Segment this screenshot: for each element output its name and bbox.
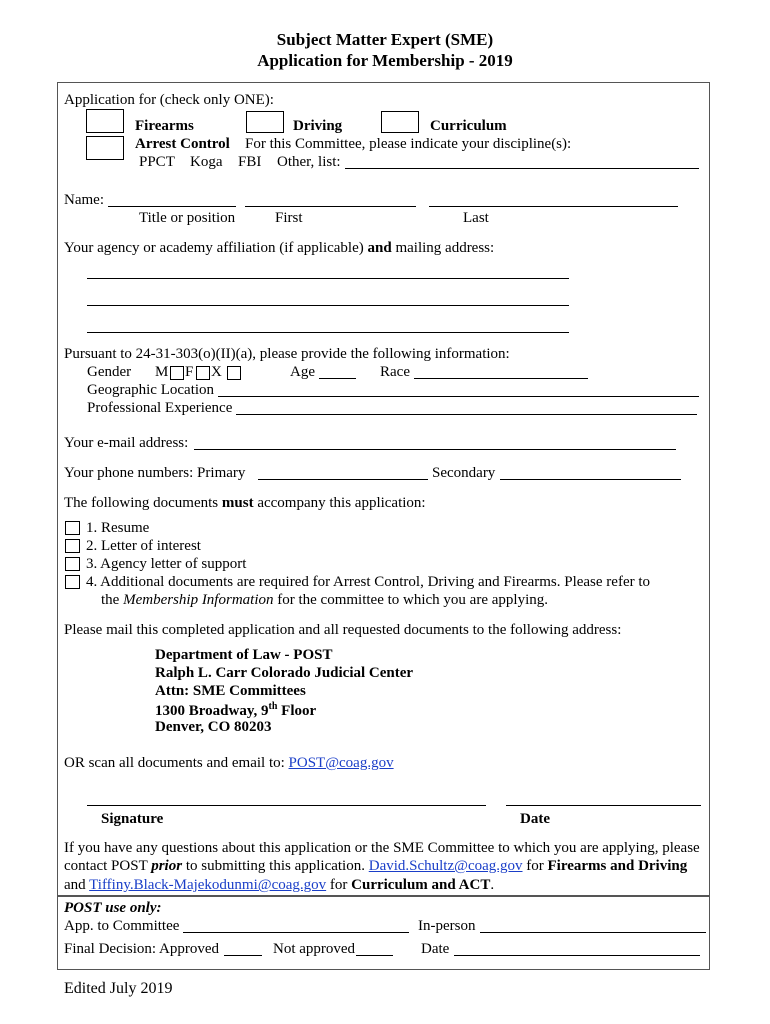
firearms-checkbox[interactable] bbox=[86, 109, 124, 133]
post-use-heading: POST use only: bbox=[64, 900, 162, 916]
questions-line-1: If you have any questions about this application or the SME Committee to which you are applying, please bbox=[64, 840, 700, 856]
discipline-koga[interactable]: Koga bbox=[190, 154, 223, 170]
david-schultz-email-link[interactable]: David.Schultz@coag.gov bbox=[368, 858, 523, 874]
documents-intro-pre: The following documents bbox=[64, 495, 219, 511]
address-line-center: Ralph L. Carr Colorado Judicial Center bbox=[155, 665, 414, 681]
questions-prior: prior bbox=[151, 858, 183, 874]
questions-contact-pre: contact POST bbox=[64, 858, 148, 874]
prof-experience-field[interactable] bbox=[236, 414, 697, 415]
agency-letter-checkbox[interactable] bbox=[65, 557, 80, 571]
doc-item-additional: 4. Additional documents are required for Arrest Control, Driving and Firearms. Please refer to bbox=[86, 574, 651, 590]
age-field[interactable] bbox=[319, 378, 356, 379]
arrest-control-note: For this Committee, please indicate your discipline(s): bbox=[245, 136, 572, 152]
address-line-2[interactable] bbox=[87, 305, 569, 306]
mail-intro: Please mail this completed application and all requested documents to the following address: bbox=[64, 622, 622, 638]
letter-interest-checkbox[interactable] bbox=[65, 539, 80, 553]
age-label: Age bbox=[290, 364, 315, 380]
arrest-control-label: Arrest Control bbox=[135, 136, 230, 152]
pursuant-label: Pursuant to 24-31-303(o)(II)(a), please provide the following information: bbox=[64, 346, 510, 362]
doc-cont-pre: the bbox=[101, 592, 120, 608]
questions-and: and bbox=[64, 877, 86, 893]
signature-label: Signature bbox=[101, 811, 164, 827]
geo-location-field[interactable] bbox=[218, 396, 699, 397]
other-list-label: Other, list: bbox=[277, 154, 341, 170]
questions-firearms-driving: Firearms and Driving bbox=[547, 858, 688, 874]
gender-m-checkbox[interactable] bbox=[170, 366, 184, 380]
additional-docs-checkbox[interactable] bbox=[65, 575, 80, 589]
app-to-committee-label: App. to Committee bbox=[64, 918, 180, 934]
gender-f-label: F bbox=[185, 364, 194, 380]
approved-field[interactable] bbox=[224, 955, 262, 956]
street-number: 1300 Broadway, 9 bbox=[155, 703, 269, 719]
edited-date: Edited July 2019 bbox=[64, 980, 173, 997]
arrest-control-checkbox[interactable] bbox=[86, 136, 124, 160]
driving-checkbox[interactable] bbox=[246, 111, 284, 133]
resume-checkbox[interactable] bbox=[65, 521, 80, 535]
email-label: Your e-mail address: bbox=[64, 435, 189, 451]
agency-label-and: and bbox=[367, 240, 392, 256]
first-caption: First bbox=[275, 210, 303, 226]
application-for-label: Application for (check only ONE): bbox=[64, 92, 274, 108]
agency-label-post: mailing address: bbox=[395, 240, 495, 256]
name-label: Name: bbox=[64, 192, 104, 208]
geo-location-label: Geographic Location bbox=[87, 382, 215, 398]
documents-intro-post: accompany this application: bbox=[257, 495, 426, 511]
discipline-ppct[interactable]: PPCT bbox=[139, 154, 175, 170]
agency-label-pre: Your agency or academy affiliation (if applicable) bbox=[64, 240, 364, 256]
tiffiny-email-link[interactable]: Tiffiny.Black-Majekodunmi@coag.gov bbox=[89, 877, 327, 893]
doc-item-resume: 1. Resume bbox=[86, 520, 150, 536]
gender-f-checkbox[interactable] bbox=[196, 366, 210, 380]
decision-date-field[interactable] bbox=[454, 955, 700, 956]
phone-primary-field[interactable] bbox=[258, 479, 428, 480]
title-line-2: Application for Membership - 2019 bbox=[257, 51, 513, 70]
questions-for-1: for bbox=[526, 858, 544, 874]
address-line-1[interactable] bbox=[87, 278, 569, 279]
questions-line-3 bbox=[64, 877, 494, 894]
curriculum-label: Curriculum bbox=[430, 118, 507, 134]
prof-experience-label: Professional Experience bbox=[87, 400, 233, 416]
documents-intro bbox=[64, 495, 426, 512]
address-line-3[interactable] bbox=[87, 332, 569, 333]
form-frame bbox=[57, 82, 710, 897]
race-field[interactable] bbox=[414, 378, 588, 379]
address-line-dept: Department of Law - POST bbox=[155, 647, 333, 663]
firearms-label: Firearms bbox=[135, 118, 194, 134]
discipline-fbi[interactable]: FBI bbox=[238, 154, 262, 170]
questions-for-2: for bbox=[329, 877, 348, 893]
phone-primary-label: Your phone numbers: Primary bbox=[64, 465, 246, 481]
app-to-committee-field[interactable] bbox=[183, 932, 409, 933]
doc-item-agency-letter: 3. Agency letter of support bbox=[86, 556, 247, 572]
email-field[interactable] bbox=[194, 449, 676, 450]
address-line-street bbox=[155, 701, 316, 720]
date-field[interactable] bbox=[506, 805, 701, 806]
phone-secondary-label: Secondary bbox=[432, 465, 496, 481]
doc-item-letter-interest: 2. Letter of interest bbox=[86, 538, 201, 554]
post-email-link[interactable]: POST@coag.gov bbox=[288, 755, 394, 771]
driving-label: Driving bbox=[293, 118, 343, 134]
gender-x-checkbox[interactable] bbox=[227, 366, 241, 380]
gender-label: Gender bbox=[87, 364, 132, 380]
questions-contact-post: to submitting this application. bbox=[185, 858, 365, 874]
gender-m-label: M bbox=[155, 364, 169, 380]
not-approved-field[interactable] bbox=[356, 955, 393, 956]
curriculum-checkbox[interactable] bbox=[381, 111, 419, 133]
last-name-field[interactable] bbox=[429, 206, 678, 207]
questions-curriculum-act: Curriculum and ACT bbox=[351, 877, 491, 893]
first-name-field[interactable] bbox=[245, 206, 416, 207]
membership-information-ref: Membership Information bbox=[123, 592, 274, 608]
decision-date-label: Date bbox=[421, 941, 450, 957]
questions-period: . bbox=[490, 877, 495, 893]
not-approved-label: Not approved bbox=[273, 941, 356, 957]
address-line-attn: Attn: SME Committees bbox=[155, 683, 306, 699]
title-line-1: Subject Matter Expert (SME) bbox=[276, 30, 494, 49]
date-label: Date bbox=[520, 811, 550, 827]
documents-intro-must: must bbox=[221, 495, 254, 511]
race-label: Race bbox=[380, 364, 410, 380]
title-caption: Title or position bbox=[139, 210, 236, 226]
final-decision-label: Final Decision: Approved bbox=[64, 941, 219, 957]
in-person-field[interactable] bbox=[480, 932, 706, 933]
scan-label: OR scan all documents and email to: bbox=[64, 755, 285, 771]
scan-line bbox=[64, 755, 394, 772]
gender-x-label: X bbox=[211, 364, 222, 380]
street-floor: Floor bbox=[281, 703, 317, 719]
street-sup: th bbox=[268, 701, 278, 712]
address-line-city: Denver, CO 80203 bbox=[155, 719, 272, 735]
agency-label bbox=[64, 240, 494, 257]
doc-item-additional-cont bbox=[101, 592, 548, 609]
signature-field[interactable] bbox=[87, 805, 486, 806]
title-position-field[interactable] bbox=[108, 206, 236, 207]
doc-cont-post: for the committee to which you are applying. bbox=[277, 592, 548, 608]
last-caption: Last bbox=[463, 210, 489, 226]
other-list-field[interactable] bbox=[345, 168, 699, 169]
phone-secondary-field[interactable] bbox=[500, 479, 681, 480]
in-person-label: In-person bbox=[418, 918, 476, 934]
questions-line-2 bbox=[64, 858, 687, 875]
